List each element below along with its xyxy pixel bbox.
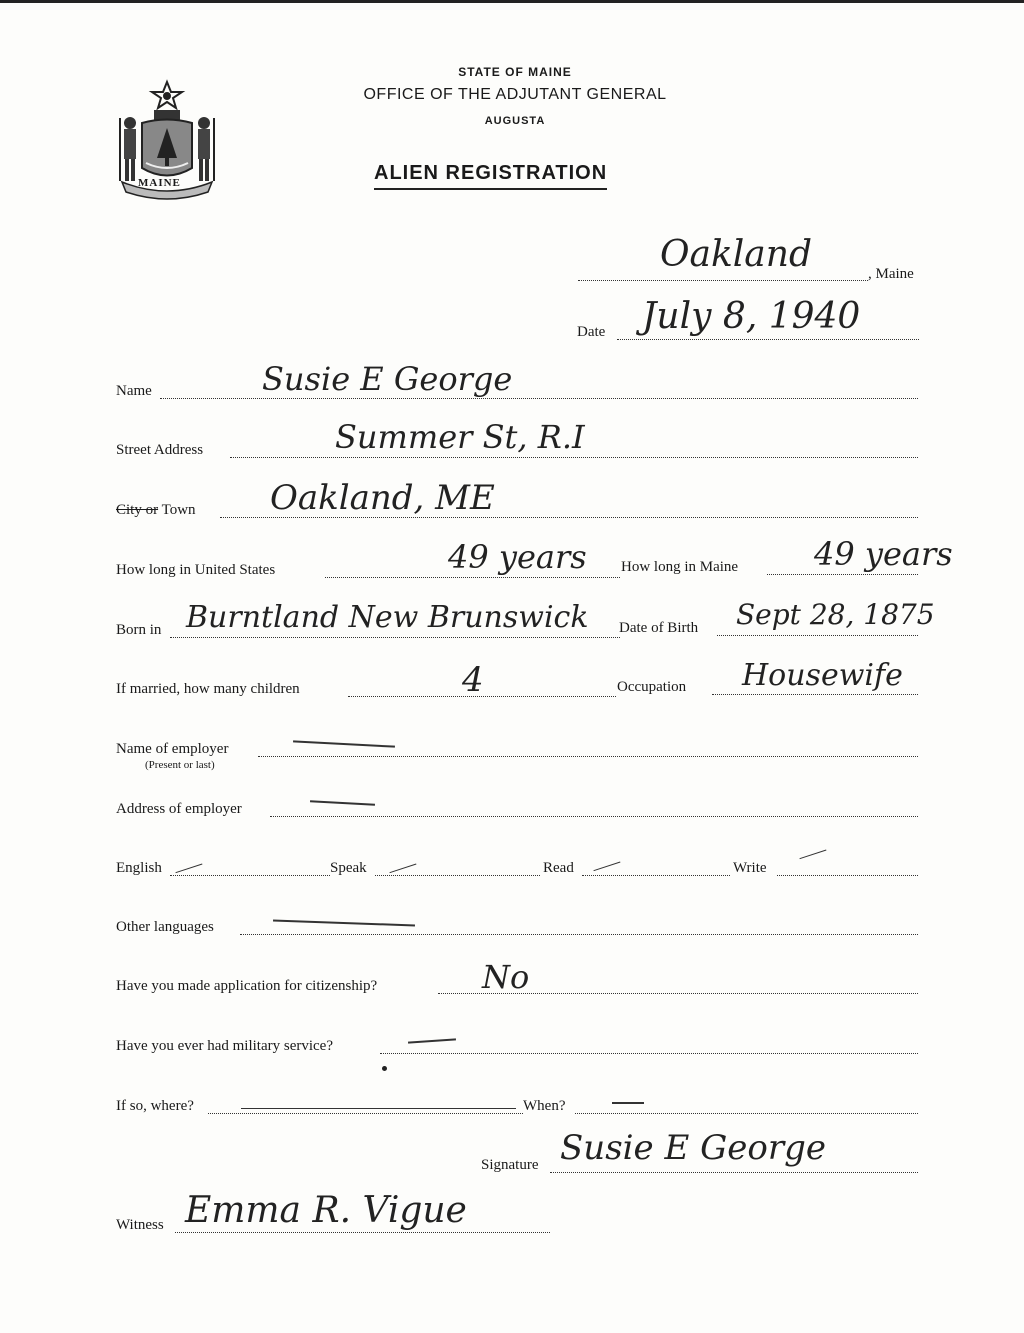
how-long-us-line (325, 577, 620, 578)
other-languages-dash (273, 920, 415, 927)
witness-label: Witness (116, 1217, 164, 1233)
write-label: Write (733, 860, 767, 876)
dob-label: Date of Birth (619, 620, 699, 636)
name-label: Name (116, 383, 152, 399)
page-title: ALIEN REGISTRATION (374, 162, 607, 190)
when-line (575, 1113, 918, 1114)
read-label: Read (543, 860, 574, 876)
citizenship-label: Have you made application for citizenship? (116, 978, 378, 994)
how-long-maine-value[interactable]: 49 years (814, 535, 953, 573)
location-value[interactable]: Oakland (660, 234, 812, 275)
citizenship-value[interactable]: No (482, 958, 530, 996)
where-label: If so, where? (116, 1098, 194, 1114)
name-value[interactable]: Susie E George (262, 360, 513, 398)
where-dash (241, 1108, 516, 1109)
employer-line (258, 756, 918, 757)
signature-line (550, 1172, 918, 1173)
where-line (208, 1113, 523, 1114)
children-label: If married, how many children (116, 681, 300, 697)
street-value[interactable]: Summer St, R.I (335, 418, 585, 456)
location-line (578, 280, 868, 281)
military-line (380, 1053, 918, 1054)
dob-value[interactable]: Sept 28, 1875 (736, 598, 935, 631)
how-long-us-label: How long in United States (116, 562, 276, 578)
street-label: Street Address (116, 442, 204, 458)
city-label-struck: City or (116, 502, 159, 518)
location-suffix: , Maine (868, 266, 914, 282)
city-label (116, 502, 196, 519)
city-value[interactable]: Oakland, ME (270, 478, 495, 518)
how-long-us-value[interactable]: 49 years (448, 538, 587, 576)
city-label-town: Town (158, 502, 196, 518)
when-label: When? (523, 1098, 566, 1114)
employer-dash (293, 740, 395, 747)
speak-label: Speak (330, 860, 367, 876)
office-heading: OFFICE OF THE ADJUTANT GENERAL (363, 86, 667, 103)
occupation-label: Occupation (617, 679, 687, 695)
children-value[interactable]: 4 (462, 660, 484, 700)
employer-sublabel: (Present or last) (145, 759, 215, 771)
dob-line (717, 635, 918, 636)
read-check[interactable] (592, 856, 621, 871)
other-languages-label: Other languages (116, 919, 214, 935)
occupation-line (712, 694, 918, 695)
witness-line (175, 1232, 550, 1233)
employer-address-label: Address of employer (116, 801, 242, 817)
state-heading: STATE OF MAINE (458, 65, 572, 79)
seal-text: MAINE (138, 177, 181, 189)
occupation-value[interactable]: Housewife (742, 658, 903, 693)
date-label: Date (577, 324, 606, 340)
speak-check[interactable] (388, 858, 417, 873)
born-value[interactable]: Burntland New Brunswick (186, 600, 589, 635)
english-label: English (116, 860, 162, 876)
employer-address-line (270, 816, 918, 817)
signature-label: Signature (481, 1157, 539, 1173)
ink-dot (382, 1066, 387, 1071)
city-heading: AUGUSTA (484, 115, 546, 127)
when-dash (612, 1102, 644, 1104)
english-check[interactable] (174, 858, 203, 873)
employer-label: Name of employer (116, 741, 229, 757)
speak-line (375, 875, 540, 876)
read-line (582, 875, 730, 876)
top-border (0, 0, 1024, 3)
military-label: Have you ever had military service? (116, 1038, 333, 1054)
write-line (777, 875, 918, 876)
witness-value[interactable]: Emma R. Vigue (185, 1190, 467, 1231)
name-line (160, 398, 918, 399)
employer-address-dash (310, 800, 375, 805)
signature-value[interactable]: Susie E George (560, 1128, 826, 1168)
how-long-maine-label: How long in Maine (621, 559, 739, 575)
other-languages-line (240, 934, 918, 935)
born-line (170, 637, 620, 638)
how-long-maine-line (767, 574, 918, 575)
street-line (230, 457, 918, 458)
date-value[interactable]: July 8, 1940 (642, 296, 861, 337)
date-line (617, 339, 919, 340)
write-check[interactable] (798, 844, 827, 859)
military-dash (408, 1038, 456, 1043)
english-line (170, 875, 330, 876)
born-label: Born in (116, 622, 162, 638)
